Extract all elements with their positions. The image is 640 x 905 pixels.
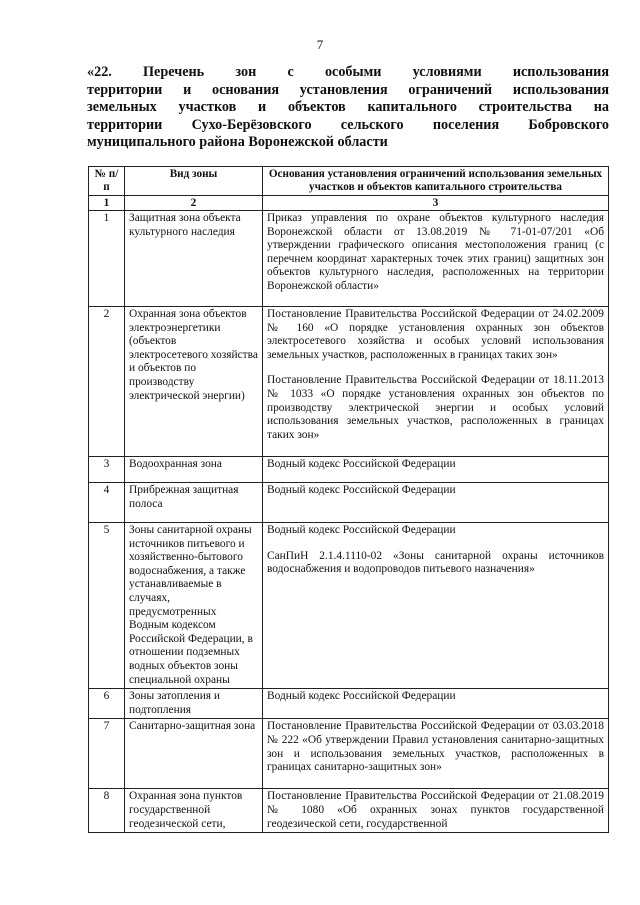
zone-type: Санитарно-защитная зона (125, 719, 263, 789)
index-cell: 3 (263, 196, 609, 211)
heading-line: земельных участков и объектов капитального строительства на (87, 99, 609, 115)
table-row (89, 719, 609, 789)
index-cell: 2 (125, 196, 263, 211)
page-number: 7 (316, 37, 324, 52)
index-cell: 1 (89, 196, 125, 211)
table-row (89, 483, 609, 523)
table-row (89, 211, 609, 307)
table-row (89, 307, 609, 457)
heading-line: территории и основания установления ограничений использования (87, 81, 609, 98)
row-number: 1 (89, 211, 125, 307)
table-index-row (89, 196, 609, 211)
zone-type: Прибрежная защитная полоса (125, 483, 263, 523)
row-number: 5 (89, 523, 125, 689)
basis-document: Водный кодекс Российской Федерации (267, 484, 456, 496)
table-row (89, 523, 609, 689)
basis-document: Постановление Правительства Российской Федерации от 21.08.2019 № 1080 «Об охранных зонах пунктов государственной геодезической сети, государственной (267, 790, 604, 830)
row-number: 7 (89, 719, 125, 789)
basis-document: Водный кодекс Российской Федерации (267, 524, 456, 536)
document-heading (87, 64, 609, 152)
zone-type: Охранная зона объектов электроэнергетики (объектов электросетевого хозяйства и объектов по производству электрической энергии) (125, 307, 263, 457)
heading-line: «22. Перечень зон с особыми условиями использования (87, 64, 609, 80)
zone-basis (263, 523, 609, 689)
row-number: 2 (89, 307, 125, 457)
header-num: № п/п (89, 167, 125, 196)
heading-line: территории Сухо-Берёзовского сельского поселения Бобровского (87, 116, 609, 133)
table-header-row (89, 167, 609, 196)
zone-basis (263, 457, 609, 483)
zone-type: Водоохранная зона (125, 457, 263, 483)
basis-document: Водный кодекс Российской Федерации (267, 690, 456, 703)
basis-document: Приказ управления по охране объектов культурного наследия Воронежской области от 13.08.2019 № 71-01-07/201 «Об утверждении графического описания местоположения границ (с перечнем координат характерных точек этих границ) защитных зон объектов культурного наследия, расположенных на территории Воронежской области» (267, 212, 604, 292)
table-body (89, 211, 609, 833)
zones-table (88, 166, 609, 833)
row-number: 8 (89, 789, 125, 833)
row-number: 4 (89, 483, 125, 523)
zone-type: Защитная зона объекта культурного наследия (125, 211, 263, 307)
row-number: 6 (89, 689, 125, 719)
zone-basis (263, 719, 609, 789)
header-zone: Вид зоны (125, 167, 263, 196)
zone-basis (263, 211, 609, 307)
table-row (89, 457, 609, 483)
basis-document: СанПиН 2.1.4.1110-02 «Зоны санитарной охраны источников водоснабжения и водопроводов питьевого назначения» (267, 549, 604, 576)
header-basis: Основания установления ограничений использования земельных участков и объектов капитального строительства (263, 167, 609, 196)
table-row (89, 689, 609, 719)
heading-line: муниципального района Воронежской области (87, 134, 388, 150)
zone-basis (263, 689, 609, 719)
basis-document: Постановление Правительства Российской Федерации от 18.11.2013 № 1033 «О порядке установления охранных зон объектов по производству электрической энергии и особых условий использования земельных участков, расположенных в границах таких зон» (267, 374, 604, 441)
zone-basis (263, 307, 609, 457)
basis-document: Постановление Правительства Российской Федерации от 24.02.2009 № 160 «О порядке установления охранных зон объектов электросетевого хозяйства и особых условий использования земельных участков, расположенных в границах таких зон» (267, 308, 604, 361)
zone-type: Охранная зона пунктов государственной геодезической сети, (125, 789, 263, 833)
zone-basis (263, 789, 609, 833)
row-number: 3 (89, 457, 125, 483)
zone-basis (263, 483, 609, 523)
zone-type: Зоны санитарной охраны источников питьевого и хозяйственно-бытового водоснабжения, а также устанавливаемые в случаях, предусмотренных Водным кодексом Российской Федерации, в отношении подземных водных объектов зоны специальной охраны (125, 523, 263, 689)
basis-document: Постановление Правительства Российской Федерации от 03.03.2018 № 222 «Об утверждении Правил установления санитарно-защитных зон и использования земельных участков, расположенных в границах санитарно-защитных зон» (267, 720, 604, 774)
zone-type: Зоны затопления и подтопления (125, 689, 263, 719)
table-row (89, 789, 609, 833)
basis-document: Водный кодекс Российской Федерации (267, 458, 456, 470)
